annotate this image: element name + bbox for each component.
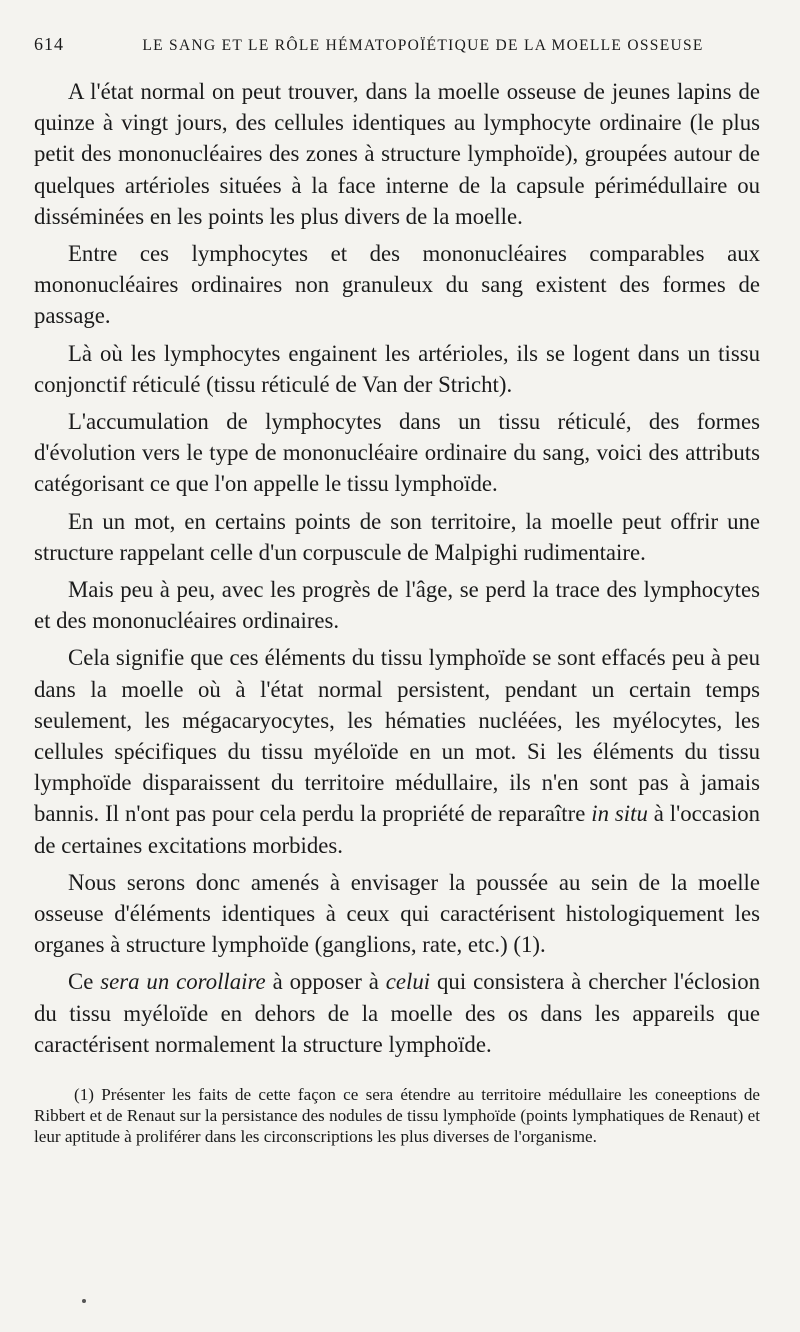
body-text	[34, 76, 760, 1060]
paragraph: A l'état normal on peut trouver, dans la moelle osseuse de jeunes lapins de quinze à vingt jours, des cellules identiques au lymphocyte ordinaire (le plus petit des mononucléaires des zones à structure lymphoïde), groupées autour de quelques artérioles situées à la face interne de la capsule périmédullaire ou disséminées en les points les plus divers de la moelle.	[34, 79, 760, 229]
paragraph-text: qui consistera à chercher l'éclosion du tissu myéloïde en dehors de la moelle des os dans les appareils que caractérisent normalement la structure lymphoïde.	[34, 969, 760, 1057]
paragraph: En un mot, en certains points de son territoire, la moelle peut offrir une structure rappelant celle d'un corpuscule de Malpighi rudimentaire.	[34, 508, 760, 565]
paragraph: Nous serons donc amenés à envisager la poussée au sein de la moelle osseuse d'éléments identiques à ceux qui caractérisent histologiquement les organes à structure lymphoïde (ganglions, rate, etc.) (1).	[34, 869, 760, 958]
paragraph-text: à l'occasion de certaines excitations morbides.	[34, 801, 760, 858]
paragraph-text: à opposer à	[265, 969, 386, 995]
paragraph-text: Ce	[68, 969, 101, 995]
footnote: (1) Présenter les faits de cette façon ce sera étendre au territoire médullaire les coneeptions de Ribbert et de Renaut sur la persistance des nodules de tissu lymphoïde (points lymphatiques de Renaut) et leur aptitude à proliférer dans les circonscriptions les plus diverses de l'organisme.	[34, 1085, 760, 1147]
paragraph-text: Cela signifie que ces éléments du tissu lymphoïde se sont effacés peu à peu dans la moelle où à l'état normal persistent, pendant un certain temps seulement, les mégacaryocytes, les hématies nucléées, les myélocytes, les cellules spécifiques du tissu myéloïde en un mot. Si les éléments du tissu lymphoïde disparaissent du territoire médullaire, ils n'en sont pas à jamais bannis. Il n'ont pas pour cela perdu la propriété de reparaître	[34, 645, 760, 827]
paragraph: Là où les lymphocytes engainent les artérioles, ils se logent dans un tissu conjonctif réticulé (tissu réticulé de Van der Stricht).	[34, 340, 760, 397]
page-number: 614	[34, 34, 64, 54]
paragraph: Mais peu à peu, avec les progrès de l'âge, se perd la trace des lymphocytes et des mononucléaires ordinaires.	[34, 577, 760, 634]
paragraph	[34, 966, 760, 1060]
print-speck	[82, 1299, 86, 1303]
running-title: LE SANG ET LE RÔLE HÉMATOPOÏÉTIQUE DE LA MOELLE OSSEUSE	[142, 37, 704, 54]
footnotes	[34, 1084, 760, 1147]
running-header	[34, 34, 760, 68]
paragraph	[34, 642, 760, 860]
paragraph: Entre ces lymphocytes et des mononucléaires comparables aux mononucléaires ordinaires non granuleux du sang existent des formes de passage.	[34, 241, 760, 329]
paragraph: L'accumulation de lymphocytes dans un tissu réticulé, des formes d'évolution vers le type de mononucléaire ordinaire du sang, voici des attributs catégorisant ce que l'on appelle le tissu lymphoïde.	[34, 409, 760, 497]
italic-term: celui	[385, 969, 431, 995]
italic-term: sera un corollaire	[100, 969, 266, 995]
italic-term: in situ	[591, 801, 648, 827]
